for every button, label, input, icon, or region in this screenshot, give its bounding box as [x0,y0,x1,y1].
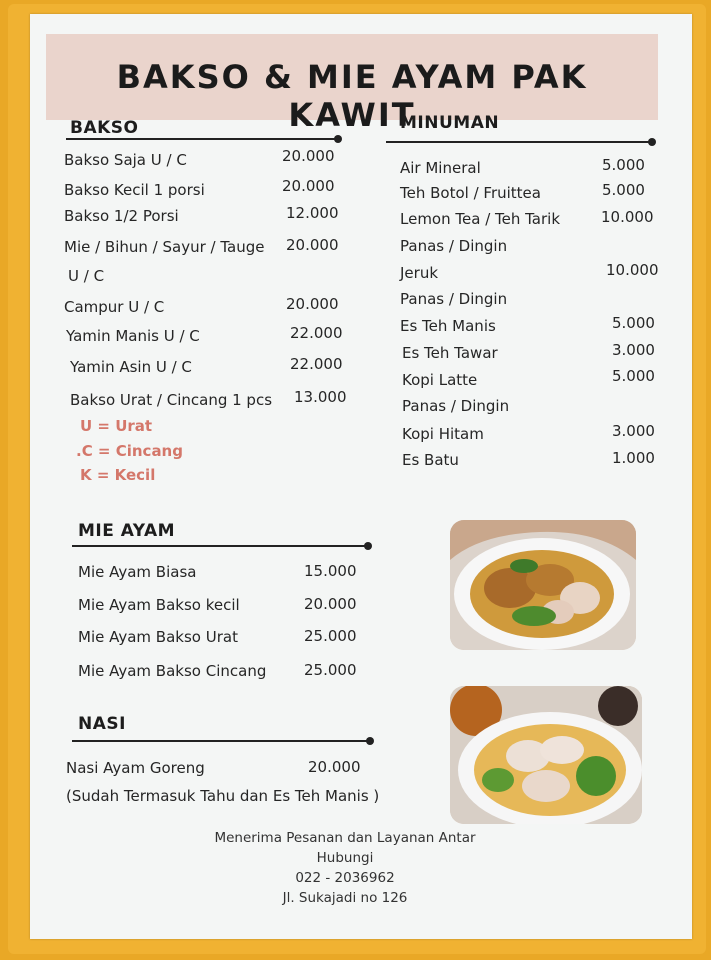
bakso-heading: BAKSO [70,118,139,138]
nasi-divider [72,740,370,742]
minuman-item-price: 5.000 [602,156,645,174]
bakso-item-name: Yamin Manis U / C [66,327,200,345]
bakso-item-name: Mie / Bihun / Sayur / Tauge [64,238,265,256]
bakso-item-name: Yamin Asin U / C [70,358,192,376]
minuman-item-name: Kopi Latte [402,371,478,389]
mie-ayam-photo [450,686,642,824]
bakso-item-price: 20.000 [286,236,339,254]
mie-ayam-item-price: 20.000 [304,595,357,613]
minuman-heading: MINUMAN [400,113,500,133]
bakso-item-name: U / C [68,267,105,285]
minuman-item-name: Es Batu [402,451,459,469]
minuman-item-name: Es Teh Tawar [402,344,498,362]
mie-ayam-item-price: 25.000 [304,627,357,645]
minuman-item-price: 5.000 [612,367,655,385]
bakso-item-price: 20.000 [282,177,335,195]
minuman-item-name: Panas / Dingin [400,237,508,255]
mie-ayam-heading: MIE AYAM [78,521,176,541]
minuman-item-price: 5.000 [602,181,645,199]
footer-phone: 022 - 2036962 [295,870,395,886]
mie-ayam-item-name: Mie Ayam Bakso Urat [78,628,238,646]
minuman-item-name: Panas / Dingin [400,290,508,308]
mie-ayam-item-name: Mie Ayam Bakso Cincang [78,662,267,680]
bakso-item-name: Bakso 1/2 Porsi [64,207,179,225]
bakso-item-name: Campur U / C [64,298,165,316]
minuman-item-price: 10.000 [601,208,654,226]
minuman-item-name: Panas / Dingin [402,397,510,415]
mie-ayam-item-name: Mie Ayam Bakso kecil [78,596,240,614]
nasi-item-price: 20.000 [308,758,361,776]
legend-urat: U = Urat [80,417,153,435]
bakso-item-price: 20.000 [282,147,335,165]
footer-contact-label: Hubungi [316,850,374,866]
minuman-item-name: Air Mineral [400,159,481,177]
bakso-item-price: 22.000 [290,324,343,342]
mie-ayam-item-price: 25.000 [304,661,357,679]
legend-cincang: .C = Cincang [76,442,183,460]
minuman-divider [386,141,652,143]
minuman-item-name: Jeruk [400,264,439,282]
bakso-item-price: 22.000 [290,355,343,373]
bakso-item-price: 12.000 [286,204,339,222]
footer-address: Jl. Sukajadi no 126 [282,890,408,906]
menu-sheet [30,14,692,939]
minuman-item-price: 10.000 [606,261,659,279]
nasi-note: (Sudah Termasuk Tahu dan Es Teh Manis ) [66,787,380,805]
mie-ayam-item-name: Mie Ayam Biasa [78,563,197,581]
bakso-item-price: 20.000 [286,295,339,313]
bakso-item-name: Bakso Urat / Cincang 1 pcs [70,391,273,409]
minuman-item-name: Teh Botol / Fruittea [400,184,541,202]
bakso-divider [66,138,338,140]
bakso-item-name: Bakso Kecil 1 porsi [64,181,205,199]
minuman-item-price: 3.000 [612,422,655,440]
minuman-item-name: Kopi Hitam [402,425,484,443]
footer-info [180,828,510,908]
minuman-item-price: 1.000 [612,449,655,467]
minuman-item-price: 5.000 [612,314,655,332]
bakso-item-name: Bakso Saja U / C [64,151,187,169]
bakso-photo [450,520,636,650]
minuman-item-price: 3.000 [612,341,655,359]
legend-kecil: K = Kecil [80,466,156,484]
footer-delivery: Menerima Pesanan dan Layanan Antar [214,830,476,846]
bakso-item-price: 13.000 [294,388,347,406]
minuman-item-name: Es Teh Manis [400,317,496,335]
nasi-item-name: Nasi Ayam Goreng [66,759,205,777]
menu-title: BAKSO & MIE AYAM PAK KAWIT [116,58,588,134]
nasi-heading: NASI [78,714,126,734]
mie-ayam-divider [72,545,368,547]
minuman-item-name: Lemon Tea / Teh Tarik [400,210,561,228]
mie-ayam-item-price: 15.000 [304,562,357,580]
